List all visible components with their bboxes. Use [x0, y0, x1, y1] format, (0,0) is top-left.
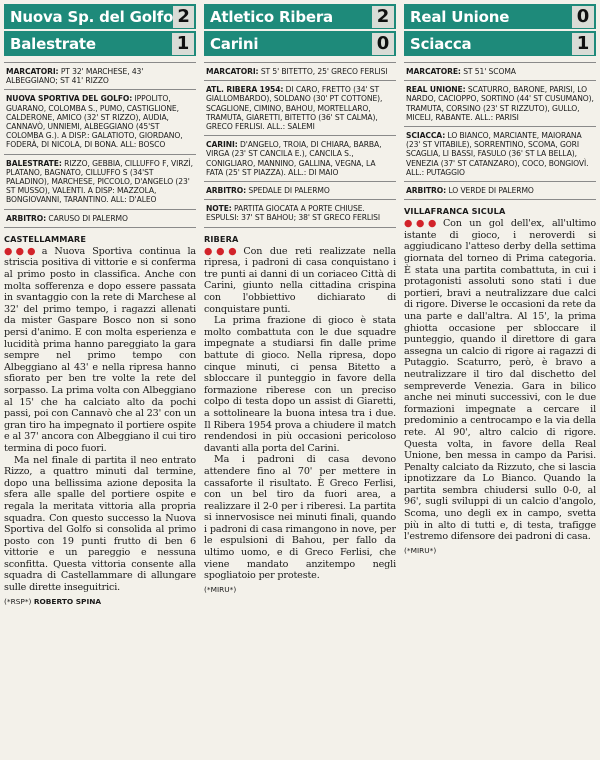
home-lineup-label: REAL UNIONE:: [406, 85, 466, 95]
home-team-row: [4, 4, 196, 29]
home-team-name: Real Unione: [410, 7, 510, 26]
match-column-real-unione-sciacca: [404, 4, 596, 756]
referee-label: ARBITRO:: [406, 186, 447, 196]
report-paragraph: ●●● Con due reti realizzate nella ripresa, i padroni di casa conquistano i tre punti ai danni di un coriaceo Città di Carini, giunto nella cittadina crispina con l'obbiettivo dichiarato di conquistare punti.: [204, 245, 396, 315]
away-team-score: 0: [372, 33, 394, 55]
away-lineup-block: [4, 155, 196, 210]
scorers-block: [404, 62, 596, 81]
notes-label: NOTE:: [206, 204, 232, 214]
match-report: [204, 228, 396, 594]
away-lineup-block: [404, 127, 596, 182]
referee-block: [4, 210, 196, 228]
notes-block: [204, 200, 396, 227]
dateline: RIBERA: [204, 233, 239, 244]
referee-label: ARBITRO:: [6, 213, 47, 223]
referee-text: LO VERDE DI PALERMO: [448, 186, 534, 196]
scorers-block: [204, 62, 396, 81]
home-team-row: [404, 4, 596, 29]
home-lineup-label: NUOVA SPORTIVA DEL GOLFO:: [6, 94, 133, 104]
report-paragraph: ●●● Con un gol dell'ex, all'ultimo istante di gioco, i neroverdi si aggiudicano l'atteso derby della settima giornata del torneo di Prima categoria. È stata una partita combattuta, in cui i protagonisti assoluti sono stati i due portieri, bravi a neutralizzare due calci di rigore. Diverse le occasioni da rete da una parte e dall'altra. Al 15', la prima ghiotta occasione per sbloccare il punteggio, quando il direttore di gara assegna un calcio di rigore ai ragazzi di Putaggio. Scaturro, però, è bravo a neutralizzare il tiro dal dischetto del sempreverde Venezia. Gara in bilico anche nei minuti successivi, con le due formazioni impegnate a cercare il predominio a centrocampo e la via della rete. Al 90', altro calcio di rigore. Questa volta, in favore della Real Unione, ben messa in campo da Parisi. Penalty calciato da Rizzuto, che si lascia ipnotizzare da Lo Bianco. Quando la partita sembra chiudersi sullo 0-0, al 96', sugli sviluppi di un calcio d'angolo, Scoma, uno degli ex in campo, svetta più in alto di tutti e, di testa, trafigge l'estremo difensore dei padroni di casa.: [404, 218, 596, 543]
away-team-name: Balestrate: [10, 34, 96, 53]
referee-block: [204, 182, 396, 200]
scorers-label: MARCATORI:: [206, 67, 259, 76]
away-team-row: [204, 31, 396, 56]
scorers-label: MARCATORI:: [6, 67, 59, 76]
scorers-text: ST 5' BITETTO, 25' GRECO FERLISI: [260, 67, 388, 76]
report-paragraph: Ma i padroni di casa devono attendere fino al 70' per mettere in cassaforte il risultato. È Greco Ferlisi, con un bel tiro da fuori area, a realizzare il 2-0 per i riberesi. La partita si innervosisce nei minuti finali, quando i padroni di casa rimangono in nove, per le espulsioni di Bahou, per fallo da ultimo uomo, e di Greco Ferlisi, che viene mandato anzitempo negli spogliatoio per proteste.: [204, 454, 396, 582]
away-team-row: [4, 31, 196, 56]
byline: [4, 597, 196, 606]
match-column-ribera-carini: [204, 4, 396, 756]
match-report: [4, 228, 196, 606]
away-lineup-text: LO BIANCO, MARCIANTE, MAIORANA (23' ST VITABILE), SORRENTINO, SCOMA, GORI SCAGLIA, LI BASSI, FASULO (36' ST LA BELLA), VENEZIA (37' ST CATANZARO), COCO, BONGIOVÌ. ALL.: PUTAGGIO: [406, 131, 589, 177]
referee-text: SPEDALE DI PALERMO: [248, 186, 330, 196]
scorers-block: [4, 62, 196, 90]
report-body: [204, 246, 396, 582]
report-paragraph: Ma nel finale di partita il neo entrato Rizzo, a quattro minuti dal termine, dopo una bellissima azione deposita la sfera alle spalle del portiere ospite e regala la meritata vittoria alla propria squadra. Con questo successo la Nuova Sportiva del Golfo si consolida al primo posto con 19 punti frutto di ben 6 vittorie e un pareggio e nessuna sconfitta. Questa vittoria consente alla squadra di Castellammare di allungare sulle dirette inseguitrici.: [4, 454, 196, 594]
away-team-name: Carini: [210, 34, 259, 53]
home-lineup-label: ATL. RIBERA 1954:: [206, 85, 284, 95]
scorers-label: MARCATORE:: [406, 67, 461, 76]
home-lineup-block: [404, 81, 596, 127]
byline: [204, 585, 396, 594]
red-bullet-icon: ●●●: [4, 245, 39, 257]
referee-label: ARBITRO:: [206, 186, 247, 196]
away-team-score: 1: [172, 33, 194, 55]
red-bullet-icon: ●●●: [404, 218, 440, 230]
red-bullet-icon: ●●●: [204, 245, 241, 257]
away-lineup-text: D'ANGELO, TROIA, DI CHIARA, BARBA, VIRGA (23' ST CANCILA E.), CANCILA S., CONIGLIARO, MANNINO, GALLINA, VEGNA, LA FATA (25' ST PIAZZA). ALL.: DI MAIO: [206, 140, 382, 177]
report-paragraph: ●●● a Nuova Sportiva continua la striscia positiva di vittorie e si conferma al primo posto in classifica. Anche con molta sofferenza e dopo essere passata in svantaggio con la rete di Marchese al 32' del primo tempo, i ragazzi allenati da mister Gaspare Bosco non si sono persi d'animo. E con molta esperienza e lucidità prima hanno pareggiato la gara sempre nel primo tempo con Albeggiano al 43' e nella ripresa hanno sfiorato per ben tre volte la rete del sorpasso. La prima volta con Albeggiano al 15' che ha calciato alto da pochi passi, poi con Cannavò che al 23' con un gran tiro ha impegnato il portiere ospite e al 37' ancora con Albeggiano il cui tiro termina di poco fuori.: [4, 245, 196, 454]
home-lineup-block: [4, 90, 196, 154]
scorers-text: ST 51' SCOMA: [463, 67, 516, 76]
byline-author: ROBERTO SPINA: [33, 596, 102, 606]
notes-text: PARTITA GIOCATA A PORTE CHIUSE. ESPULSI: 37' ST BAHOU; 38' ST GRECO FERLISI: [206, 204, 381, 223]
away-team-score: 1: [572, 33, 594, 55]
away-team-row: [404, 31, 596, 56]
away-lineup-label: CARINI:: [206, 140, 238, 150]
home-team-name: Atletico Ribera: [210, 7, 333, 26]
referee-block: [404, 182, 596, 200]
match-report: [404, 200, 596, 555]
byline-prefix: (*RSP*): [4, 596, 32, 606]
dateline: CASTELLAMMARE: [4, 233, 87, 244]
referee-text: CARUSO DI PALERMO: [48, 213, 128, 223]
home-team-score: 2: [173, 6, 194, 28]
home-team-name: Nuova Sp. del Golfo: [10, 7, 174, 26]
home-lineup-text: IPPOLITO, GUARANO, COLOMBA S., PUMO, CASTIGLIONE, CALDERONE, AMICO (32' ST RIZZO), AUDIA, CANNAVÒ, UNNIEMI, ALBEGGIANO (45'ST COLOMBA G.). A DISP.: GALATIOTO, GIORDANO, FODERÀ, DI NICOLA, DI BONA. ALL: BOSCO: [6, 94, 183, 150]
home-team-score: 2: [372, 6, 394, 28]
byline: [404, 546, 596, 555]
away-lineup-block: [204, 136, 396, 182]
away-team-name: Sciacca: [410, 34, 472, 53]
report-paragraph: La prima frazione di gioco è stata molto combattuta con le due squadre impegnate a studiarsi fin dalle prime battute di gioco. Nella ripresa, dopo cinque minuti, ci pensa Bitetto a sbloccare il punteggio in favore della formazione riberese con un preciso colpo di testa dopo un assist di Giaretti, a sottolineare la buona intesa tra i due. Il Ribera 1954 prova a chiudere il match rendendosi in più occasioni pericoloso davanti alla porta del Carini.: [204, 315, 396, 454]
home-team-score: 0: [572, 6, 594, 28]
away-lineup-text: RIZZO, GEBBIA, CILLUFFO F, VIRZÌ, PLATANO, BAGNATO, CILLUFFO S (34'ST PALADINO), MARCHESE, PICCOLO, D'ANGELO (23' ST MUSSO), VALENTI. A DISP: MAZZOLA, BONGIOVANNI, TARANTINO. ALL: D'ALEO: [6, 158, 193, 205]
away-lineup-label: SCIACCA:: [406, 131, 446, 141]
byline-prefix: (*MIRU*): [404, 545, 437, 555]
match-column-nuova-sp-balestrate: [4, 4, 196, 756]
dateline: VILLAFRANCA SICULA: [404, 206, 506, 217]
report-body: [404, 218, 596, 543]
scorers-text: PT 32' MARCHESE, 43' ALBEGGIANO; ST 41' RIZZO: [6, 67, 144, 86]
report-body: [4, 246, 196, 594]
home-team-row: [204, 4, 396, 29]
home-lineup-text: DI CARO, FRETTO (34' ST GIALLOMBARDO), SOLDANO (30' PT COTTONE), SCAGLIONE, CIMINO, BAHOU, MORTELLARO, TRAMUTA, GIARETTI, BITETTO (36' ST CALMA), GRECO FERLISI. ALL.: SALEMI: [206, 85, 383, 132]
home-lineup-text: SCATURRO, BARONE, PARISI, LO NARDO, CACIOPPO, SORTINO (44' ST CUSUMANO), TRAMUTA, CORSINO (23' ST RIZZUTO), GULLO, MICELI, RABANTE. ALL.: PARISI: [406, 85, 594, 122]
home-lineup-block: [204, 81, 396, 136]
byline-prefix: (*MIRU*): [204, 584, 237, 594]
away-lineup-label: BALESTRATE:: [6, 158, 62, 168]
